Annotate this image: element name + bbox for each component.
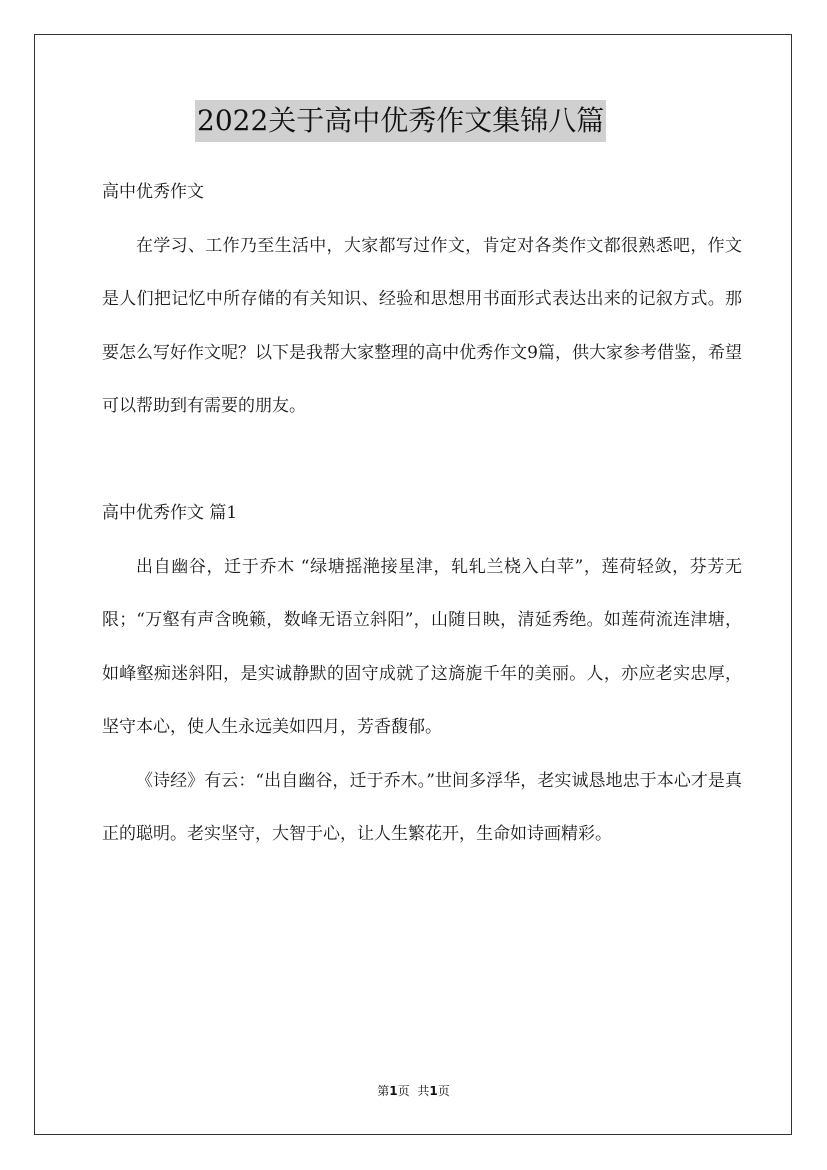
section1-paragraph: 出自幽谷，迁于乔木 “绿塘摇滟接星津，轧轧兰桡入白苹”，莲荷轻敛，芬芳无限；“万壑有声含晚籁，数峰无语立斜阳”，山随日眏，清延秀绝。如莲荷流连津塘，如峰壑痴迷斜阳，是实诚静默的固守成就了这旖旎千年的美丽。人，亦应老实忠厚，坚守本心，使人生永远美如四月，芳香馥郁。 — [102, 556, 742, 737]
total-suffix: 页 — [437, 1084, 450, 1098]
page-number: 1 — [389, 1084, 398, 1098]
document-title: 2022关于高中优秀作文集锦八篇 — [195, 100, 606, 142]
page-footer — [0, 1082, 827, 1099]
page-suffix: 页 — [397, 1084, 410, 1098]
document-body — [102, 166, 742, 862]
section1-paragraph: 《诗经》有云：“出自幽谷，迁于乔木。”世间多浮华，老实诚恳地忠于本心才是真正的聪明。老实坚守，大智于心，让人生繁花开，生命如诗画精彩。 — [102, 770, 742, 844]
section-spacer — [102, 434, 742, 488]
page-prefix: 第 — [377, 1084, 390, 1098]
intro-paragraph: 在学习、工作乃至生活中，大家都写过作文，肯定对各类作文都很熟悉吧，作文是人们把记忆中所存储的有关知识、经验和思想用书面形式表达出来的记叙方式。那要怎么写好作文呢？以下是我帮大家整理的高中优秀作文9篇，供大家参考借鉴，希望可以帮助到有需要的朋友。 — [102, 235, 742, 416]
total-prefix: 共 — [417, 1084, 430, 1098]
total-pages: 1 — [429, 1084, 438, 1098]
intro-heading: 高中优秀作文 — [102, 182, 204, 202]
section1-heading: 高中优秀作文 篇1 — [102, 503, 238, 523]
